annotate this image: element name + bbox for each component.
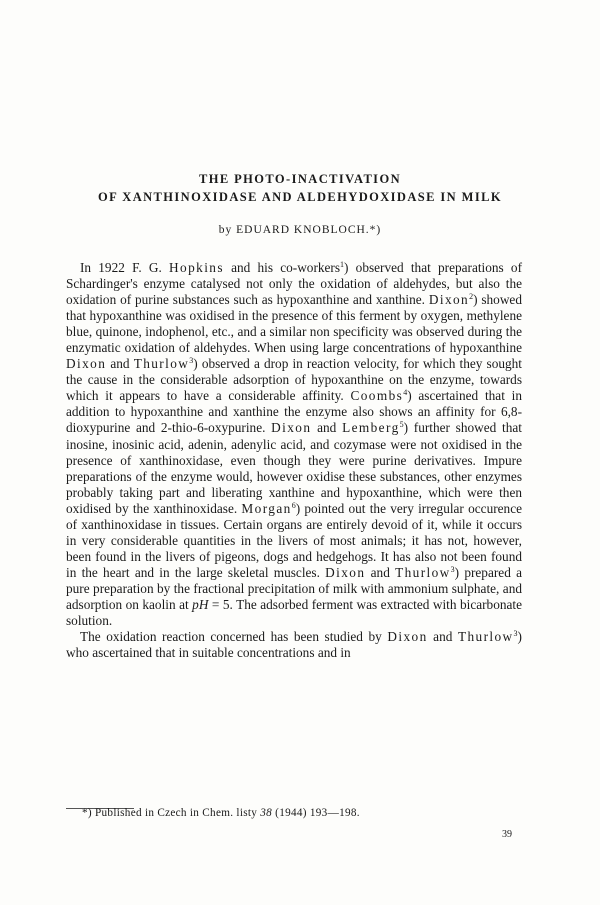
text-run: The oxidation reaction concerned has been studied by xyxy=(80,629,388,645)
reference-marker: 2 xyxy=(469,292,474,302)
author-name-dixon: Dixon xyxy=(271,420,312,436)
article-body xyxy=(66,260,522,661)
text-run: ) observed that preparations of Schardinger's enzyme catalysed not only the oxidation of aldehydes, but also the oxidation of purine substances such as hypoxanthine and xanthine. xyxy=(66,260,522,308)
author-name-thurlow: Thurlow xyxy=(395,564,451,580)
author-name-dixon: Dixon xyxy=(428,292,470,308)
footnote-text: (1944) 193—198. xyxy=(272,807,360,819)
text-run: and xyxy=(106,356,134,372)
text-run: ) showed that hypoxanthine was oxidised in the presence of this ferment by oxygen, methylene blue, quinone, indophenol, etc., and a similar non specificity was observed during the enzymatic oxidation of aldehydes. When using large concentrations of hypoxanthine xyxy=(66,292,522,356)
page-number: 39 xyxy=(502,829,512,840)
text-run: ) who ascertained that in suitable concentrations and in xyxy=(66,629,522,661)
article-title-line-1: THE PHOTO-INACTIVATION xyxy=(198,172,402,186)
paragraph-2 xyxy=(66,629,522,661)
text-run: ) ascertained that in addition to hypoxanthine and xanthine the enzyme also shows an affinity for 6,8-dioxypurine and 2-thio-6-oxypurine. xyxy=(66,388,522,436)
author-name-coombs: Coombs xyxy=(350,388,404,404)
text-run: and xyxy=(311,420,343,436)
author-name-dixon: Dixon xyxy=(325,564,366,580)
reference-marker: 5 xyxy=(399,420,404,430)
text-run: = 5. The adsorbed ferment was extracted with bicarbonate solution. xyxy=(66,596,523,629)
reference-marker: 6 xyxy=(291,500,296,510)
ph-symbol: pH xyxy=(192,596,209,612)
reference-marker: 3 xyxy=(513,629,518,639)
text-run: and his co-workers xyxy=(223,260,341,275)
author-name-dixon: Dixon xyxy=(66,356,107,372)
text-run: and xyxy=(427,629,458,645)
author-name-hopkins: Hopkins xyxy=(169,260,224,275)
reference-marker: 3 xyxy=(189,356,194,366)
text-run: ) observed a drop in reaction velocity, for which they sought the cause in the considerable adsorption of hypoxanthine on the enzyme, towards which it appears to have a considerable affinity. xyxy=(66,356,522,404)
author-name-lemberg: Lemberg xyxy=(342,420,400,436)
text-run: In 1922 F. G. xyxy=(80,260,170,275)
author-name-morgan: Morgan xyxy=(241,500,292,516)
paragraph-1 xyxy=(66,260,522,629)
reference-marker: 3 xyxy=(450,564,455,574)
author-name-dixon: Dixon xyxy=(387,629,428,645)
footnote xyxy=(82,807,522,819)
text-run: and xyxy=(365,564,396,580)
text-run: ) prepared a pure preparation by the fractional precipitation of milk with ammonium sulphate, and adsorption on kaolin at xyxy=(66,564,522,612)
author-name-thurlow: Thurlow xyxy=(133,356,190,372)
author-name-thurlow: Thurlow xyxy=(457,629,514,645)
reference-marker: 4 xyxy=(403,388,408,398)
text-run: ) further showed that inosine, inosinic acid, adenin, adenylic acid, and cozymase were not oxidised in the presence of xanthinoxidase, even though they were purine derivatives. Impure preparations of the enzyme would, however oxidise these substances, other enzymes probably taking part and liberating xanthine and hypoxanthine, which were then oxidised by the xanthinoxidase. xyxy=(66,420,522,516)
reference-marker: 1 xyxy=(340,260,345,269)
text-run: ) pointed out the very irregular occurence of xanthinoxidase in tissues. Certain organs are entirely devoid of it, while it occurs in very considerable quantities in the livers of most animals; it has not, however, been found in the livers of pigeons, dogs and hedgehogs. It has also not been found in the heart and in the large skeletal muscles. xyxy=(66,500,522,580)
footnote-text: *) Published in Czech in Chem. listy xyxy=(82,807,261,819)
footnote-volume: 38 xyxy=(260,807,273,819)
article-title-line-2: OF XANTHINOXIDASE AND ALDEHYDOXIDASE IN MILK xyxy=(98,190,502,204)
author-byline: by EDUARD KNOBLOCH.*) xyxy=(218,224,382,236)
